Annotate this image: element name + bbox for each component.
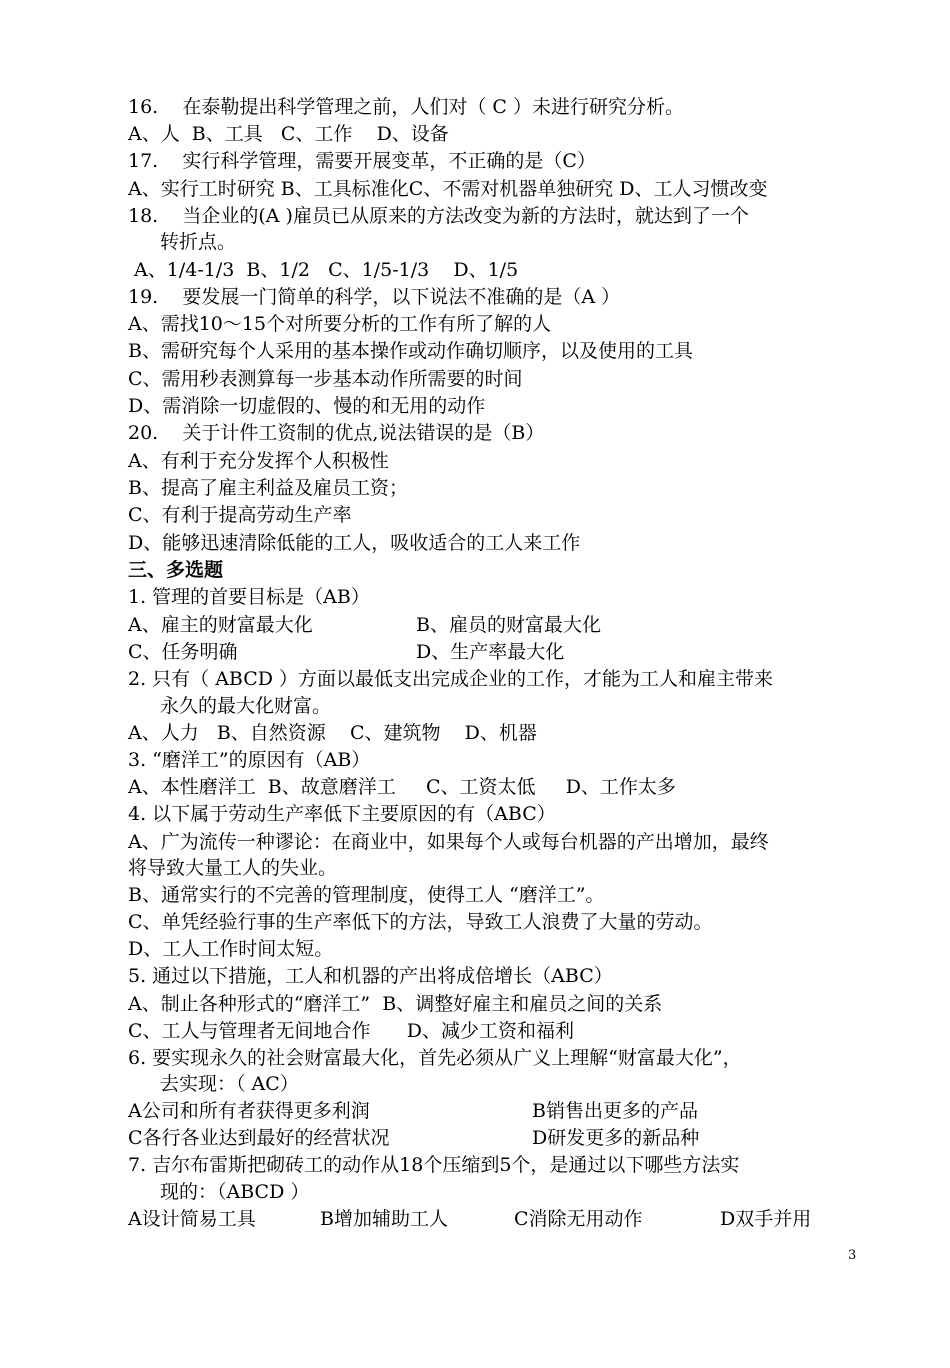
- question-20-option-a: A、有利于充分发挥个人积极性: [128, 450, 389, 472]
- option-a: A、雇主的财富最大化: [128, 614, 313, 636]
- option-d: D、生产率最大化: [416, 641, 565, 663]
- option-c: C各行各业达到最好的经营状况: [128, 1127, 390, 1149]
- question-20-option-c: C、有利于提高劳动生产率: [128, 504, 352, 526]
- multi-question-6-continued: 去实现：（ AC）: [160, 1073, 299, 1095]
- option-c: C、任务明确: [128, 641, 238, 663]
- multi-question-3-options: A、本性磨洋工 B、故意磨洋工 C、工资太低 D、工作太多: [128, 776, 676, 798]
- multi-question-3: 3. “磨洋工”的原因有（AB）: [128, 749, 371, 771]
- option-d: D研发更多的新品种: [532, 1127, 700, 1149]
- option-a: A设计简易工具: [128, 1208, 256, 1230]
- question-19-option-a: A、需找10～15个对所要分析的工作有所了解的人: [128, 313, 552, 335]
- multi-question-5-options-cd: C、工人与管理者无间地合作 D、减少工资和福利: [128, 1020, 575, 1042]
- question-20-option-d: D、能够迅速清除低能的工人，吸收适合的工人来工作: [128, 532, 581, 554]
- multi-question-4: 4. 以下属于劳动生产率低下主要原因的有（ABC）: [128, 803, 556, 825]
- question-18-options: A、1/4-1/3 B、1/2 C、1/5-1/3 D、1/5: [128, 259, 519, 281]
- multi-question-2-continued: 永久的最大化财富。: [160, 695, 332, 717]
- page-number: 3: [848, 1248, 857, 1263]
- section-heading-multiple-choice: 三、多选题: [128, 559, 224, 581]
- multi-question-7: 7. 吉尔布雷斯把砌砖工的动作从18个压缩到5个，是通过以下哪些方法实: [128, 1154, 740, 1176]
- multi-question-4-option-d: D、工人工作时间太短。: [128, 938, 334, 960]
- multi-question-7-continued: 现的：（ABCD ）: [160, 1181, 310, 1203]
- multi-question-2: 2. 只有（ ABCD ）方面以最低支出完成企业的工作，才能为工人和雇主带来: [128, 668, 774, 690]
- question-19-option-c: C、需用秒表测算每一步基本动作所需要的时间: [128, 368, 523, 390]
- option-c: C消除无用动作: [514, 1208, 643, 1230]
- question-16-options: A、人 B、工具 C、工作 D、设备: [128, 123, 449, 145]
- question-18-continued: 转折点。: [160, 231, 237, 253]
- multi-question-2-options: A、人力 B、自然资源 C、建筑物 D、机器: [128, 722, 537, 744]
- option-b: B销售出更多的产品: [532, 1100, 698, 1122]
- multi-question-5: 5. 通过以下措施，工人和机器的产出将成倍增长（ABC）: [128, 965, 613, 987]
- question-20-option-b: B、提高了雇主利益及雇员工资；: [128, 477, 408, 499]
- multi-question-4-option-b: B、通常实行的不完善的管理制度，使得工人 “磨洋工”。: [128, 884, 605, 906]
- question-17-options: A、实行工时研究 B、工具标准化C、不需对机器单独研究 D、工人习惯改变: [128, 178, 768, 200]
- multi-question-5-options-ab: A、制止各种形式的“磨洋工” B、调整好雇主和雇员之间的关系: [128, 993, 663, 1015]
- question-20: 20. 关于计件工资制的优点,说法错误的是（B）: [128, 422, 545, 444]
- multi-question-6: 6. 要实现永久的社会财富最大化，首先必须从广义上理解“财富最大化”，: [128, 1047, 742, 1069]
- question-16: 16. 在泰勒提出科学管理之前，人们对（ C ）未进行研究分析。: [128, 96, 684, 118]
- question-19-option-d: D、需消除一切虚假的、慢的和无用的动作: [128, 395, 486, 417]
- multi-question-4-option-c: C、单凭经验行事的生产率低下的方法，导致工人浪费了大量的劳动。: [128, 911, 713, 933]
- question-18: 18. 当企业的(A )雇员已从原来的方法改变为新的方法时，就达到了一个: [128, 205, 749, 227]
- option-d: D双手并用: [720, 1208, 812, 1230]
- multi-question-4-option-a: A、广为流传一种谬论：在商业中，如果每个人或每台机器的产出增加，最终: [128, 831, 769, 853]
- option-b: B、雇员的财富最大化: [416, 614, 601, 636]
- question-19: 19. 要发展一门简单的科学，以下说法不准确的是（A ）: [128, 286, 621, 308]
- question-19-option-b: B、需研究每个人采用的基本操作或动作确切顺序，以及使用的工具: [128, 340, 693, 362]
- multi-question-1: 1. 管理的首要目标是（AB）: [128, 586, 370, 608]
- question-17: 17. 实行科学管理，需要开展变革，不正确的是（C）: [128, 150, 596, 172]
- option-a: A公司和所有者获得更多利润: [128, 1100, 370, 1122]
- option-b: B增加辅助工人: [320, 1208, 448, 1230]
- multi-question-4-option-a-continued: 将导致大量工人的失业。: [128, 857, 338, 879]
